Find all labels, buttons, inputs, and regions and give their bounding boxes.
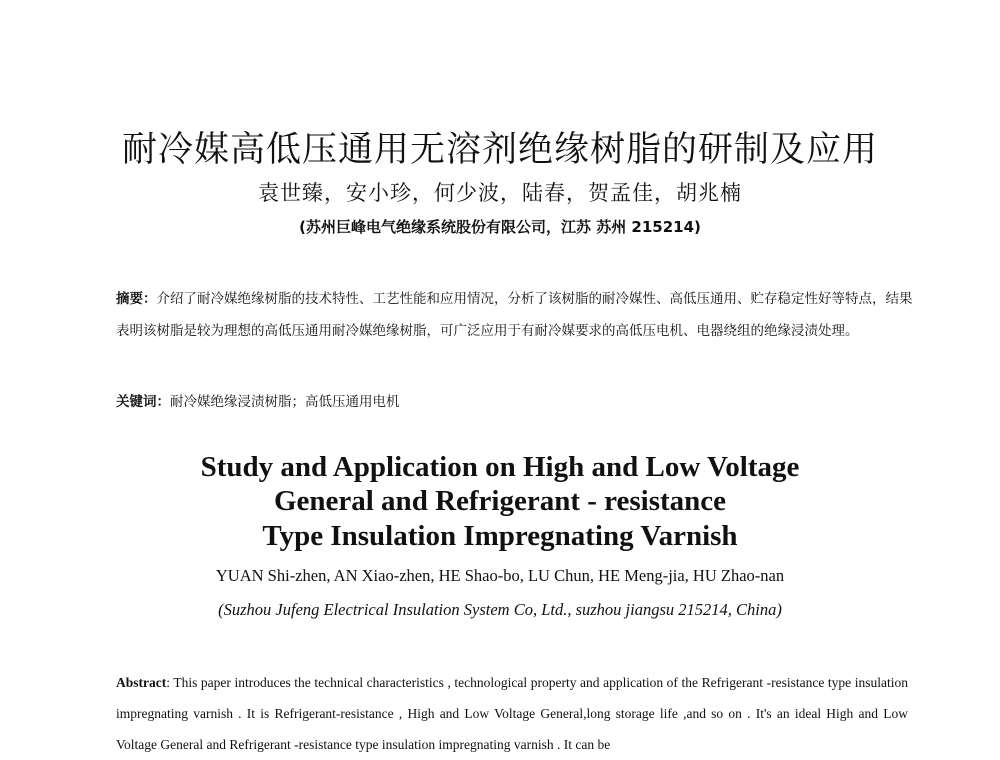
chinese-abstract-label: 摘要： [116,291,157,307]
english-affiliation: (Suzhou Jufeng Electrical Insulation System Co, Ltd., suzhou jiangsu 215214, China) [218,600,782,619]
english-title-line-3: Type Insulation Impregnating Varnish [262,520,738,552]
english-abstract [116,667,908,760]
chinese-keywords-text: 耐冷媒绝缘浸渍树脂；高低压通用电机 [170,394,400,410]
english-abstract-text: : This paper introduces the technical characteristics , technological property and application of the Refrigerant -resistance type insulation impregnating varnish . It is Refrigerant-resistance , High and Low Voltage General,long storage life ,and so on . It's an ideal High and Low Voltage General and Refrigerant -resistance type insulation impregnating varnish . It can be [116,675,908,752]
chinese-keywords [116,390,916,414]
english-abstract-label: Abstract [116,675,167,690]
chinese-authors: 袁世臻，安小珍，何少波，陆春，贺孟佳，胡兆楠 [258,181,742,205]
english-title-line-2: General and Refrigerant - resistance [273,485,727,517]
chinese-abstract [116,283,916,347]
chinese-affiliation: (苏州巨峰电气绝缘系统股份有限公司，江苏 苏州 215214) [299,218,701,236]
english-title-line-1: Study and Application on High and Low Voltage [200,451,800,483]
chinese-title: 耐冷媒高低压通用无溶剂绝缘树脂的研制及应用 [121,130,878,170]
chinese-keywords-label: 关键词： [116,394,170,410]
chinese-abstract-text: 介绍了耐冷媒绝缘树脂的技术特性、工艺性能和应用情况，分析了该树脂的耐冷媒性、高低压通用、贮存稳定性好等特点，结果表明该树脂是较为理想的高低压通用耐冷媒绝缘树脂，可广泛应用于有耐冷媒要求的高低压电机、电器绕组的绝缘浸渍处理。 [116,291,913,339]
english-authors: YUAN Shi-zhen, AN Xiao-zhen, HE Shao-bo, LU Chun, HE Meng-jia, HU Zhao-nan [215,566,785,585]
